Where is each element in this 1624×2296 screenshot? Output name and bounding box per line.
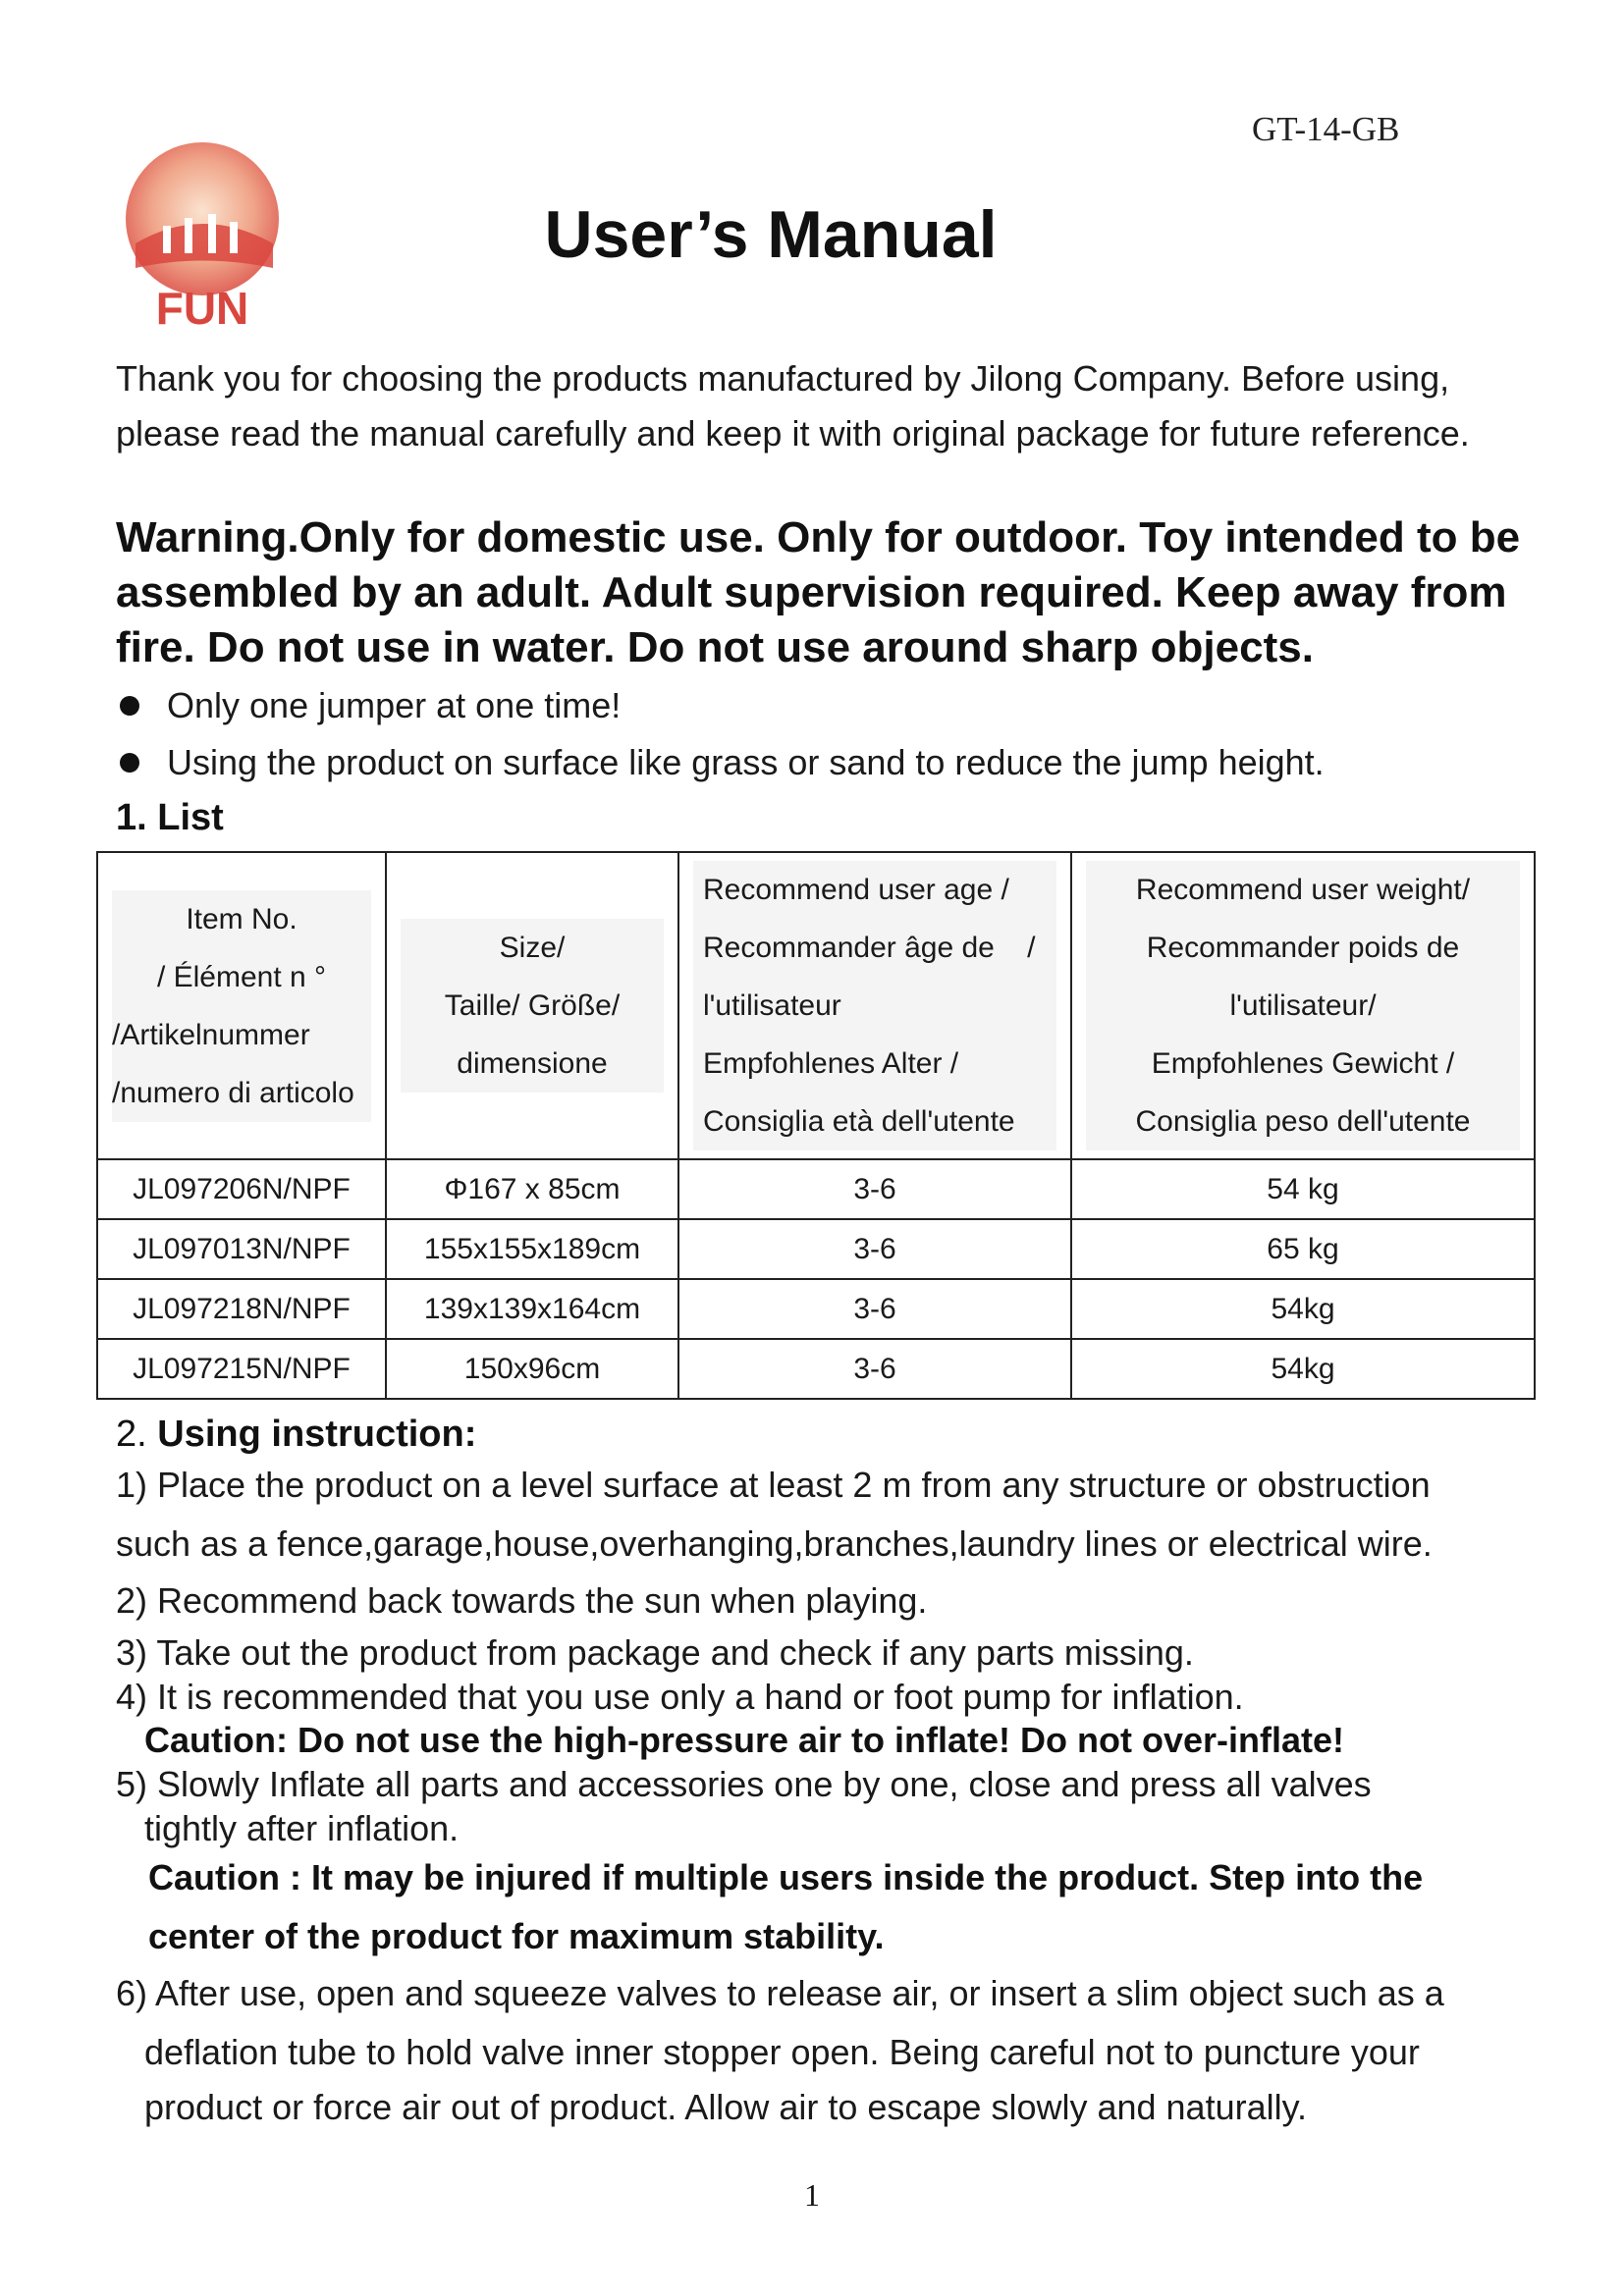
cell-age: 3-6 (678, 1339, 1071, 1399)
bullet-item (116, 685, 621, 726)
list-heading: 1. List (116, 797, 224, 838)
header-weight: Recommend user weight/ Recommander poids de l'utilisateur/ Empfohlenes Gewicht / Consiglia peso dell'utente (1071, 852, 1535, 1159)
cell-weight: 54 kg (1071, 1159, 1535, 1219)
table-row (97, 1219, 1535, 1279)
instruction-step: 2) Recommend back towards the sun when playing. (116, 1580, 928, 1621)
instruction-step: tightly after inflation. (144, 1808, 460, 1848)
cell-item-no: JL097215N/NPF (97, 1339, 386, 1399)
header-size: Size/ Taille/ Größe/ dimensione (386, 852, 678, 1159)
intro-paragraph: Thank you for choosing the products manufactured by Jilong Company. Before using, please read the manual carefully and keep it with original package for future reference. (116, 358, 1470, 454)
page-number: 1 (804, 2177, 820, 2213)
header-age: Recommend user age / Recommander âge de / l'utilisateur Empfohlenes Alter / Consiglia età dell'utente (678, 852, 1071, 1159)
caution-text: Caution : It may be injured if multiple users inside the product. Step into the (148, 1857, 1424, 1897)
cell-item-no: JL097218N/NPF (97, 1279, 386, 1339)
instruction-step: 4) It is recommended that you use only a hand or foot pump for inflation. (116, 1677, 1244, 1717)
table-header-row (97, 852, 1535, 1159)
table-row (97, 1279, 1535, 1339)
instruction-step: product or force air out of product. Allow air to escape slowly and naturally. (144, 2087, 1307, 2127)
table-row (97, 1159, 1535, 1219)
bullet-item (116, 742, 1325, 783)
instruction-step: such as a fence,garage,house,overhanging,branches,laundry lines or electrical wire. (116, 1523, 1433, 1564)
document-code: GT-14-GB (1252, 110, 1400, 148)
caution-text: center of the product for maximum stability. (148, 1916, 885, 1956)
product-table (96, 851, 1536, 1400)
cell-size: 155x155x189cm (386, 1219, 678, 1279)
cell-item-no: JL097013N/NPF (97, 1219, 386, 1279)
bullet-text: Only one jumper at one time! (167, 685, 622, 725)
instruction-step: deflation tube to hold valve inner stopper open. Being careful not to puncture your (144, 2032, 1420, 2072)
warning-paragraph: Warning.Only for domestic use. Only for outdoor. Toy intended to be assembled by an adult. Adult supervision required. Keep away from fire. Do not use in water. Do not use around sharp objects. (116, 513, 1521, 671)
cell-age: 3-6 (678, 1279, 1071, 1339)
caution-text: Caution: Do not use the high-pressure air to inflate! Do not over-inflate! (144, 1720, 1345, 1760)
header-item-no: Item No. / Élément n ° /Artikelnummer /numero di articolo (97, 852, 386, 1159)
instruction-step: 5) Slowly Inflate all parts and accessories one by one, close and press all valves (116, 1764, 1372, 1804)
cell-weight: 54kg (1071, 1339, 1535, 1399)
cell-item-no: JL097206N/NPF (97, 1159, 386, 1219)
cell-age: 3-6 (678, 1159, 1071, 1219)
cell-size: 139x139x164cm (386, 1279, 678, 1339)
instruction-step: 3) Take out the product from package and check if any parts missing. (116, 1632, 1194, 1673)
table-row (97, 1339, 1535, 1399)
cell-weight: 65 kg (1071, 1219, 1535, 1279)
cell-age: 3-6 (678, 1219, 1071, 1279)
logo-text: FUN (155, 283, 249, 332)
instruction-step: 1) Place the product on a level surface at least 2 m from any structure or obstruction (116, 1465, 1431, 1505)
page-title: User’s Manual (544, 197, 998, 272)
cell-size: Φ167 x 85cm (386, 1159, 678, 1219)
cell-size: 150x96cm (386, 1339, 678, 1399)
cell-weight: 54kg (1071, 1279, 1535, 1339)
instructions-heading: 2. Using instruction: (116, 1414, 477, 1455)
bullet-icon (120, 753, 139, 773)
instruction-step: 6) After use, open and squeeze valves to release air, or insert a slim object such as a (116, 1973, 1444, 2013)
bullet-icon (120, 696, 139, 716)
bullet-text: Using the product on surface like grass or sand to reduce the jump height. (167, 742, 1325, 782)
